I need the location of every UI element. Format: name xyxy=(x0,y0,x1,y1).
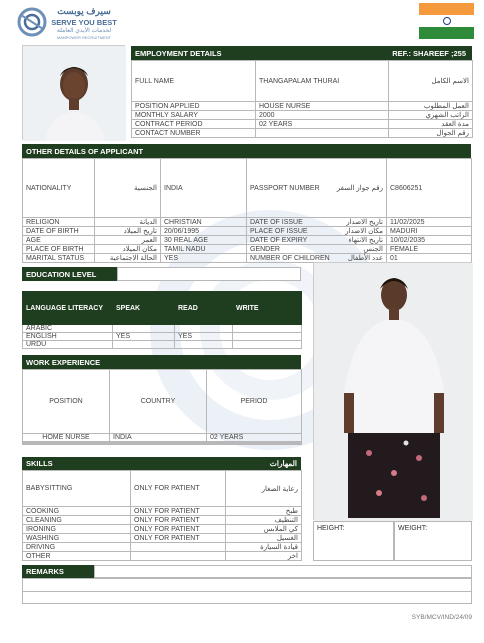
other-details-row xyxy=(23,236,472,245)
employment-row xyxy=(132,129,473,138)
skill-label-ar: التنظيف xyxy=(226,516,302,525)
skills-title-ar: المهارات xyxy=(269,459,297,468)
detail-label-ar: الجنس xyxy=(309,245,387,254)
other-details-row xyxy=(23,218,472,227)
employment-value: THANGAPALAM THURAI xyxy=(256,61,389,102)
detail-value: 01 xyxy=(387,254,472,263)
brand-tagline: MANPOWER RECRUITMENT xyxy=(56,35,112,40)
employment-row xyxy=(132,111,473,120)
detail-label-ar: مكان الاصدار xyxy=(309,227,387,236)
detail-value: MADURI xyxy=(387,227,472,236)
brand-logo xyxy=(17,5,117,43)
detail-label: DATE OF BIRTH xyxy=(23,227,95,236)
other-details-row xyxy=(23,227,472,236)
skills-header xyxy=(22,457,301,470)
employment-value: 02 YEARS xyxy=(256,120,389,129)
detail-label: NUMBER OF CHILDREN xyxy=(247,254,309,263)
language-column-header: WRITE xyxy=(233,292,302,325)
detail-label: GENDER xyxy=(247,245,309,254)
employment-label-ar: مدة العقد xyxy=(389,120,473,129)
language-row xyxy=(23,333,302,341)
detail-value: 30 REAL AGE xyxy=(161,236,247,245)
skill-value: ONLY FOR PATIENT xyxy=(131,471,226,507)
employment-label: POSITION APPLIED xyxy=(132,102,256,111)
work-header-row xyxy=(23,370,302,434)
brand-sub-ar: لخدمات الأيدي العاملة xyxy=(56,28,112,34)
skill-row xyxy=(23,525,302,534)
profile-photo xyxy=(22,45,125,140)
detail-label: DATE OF ISSUE xyxy=(247,218,309,227)
language-speak xyxy=(113,341,175,349)
detail-label-ar: مكان الميلاد xyxy=(95,245,161,254)
skill-label-ar: كي الملابس xyxy=(226,525,302,534)
skill-row xyxy=(23,516,302,525)
skill-label-ar: الغسيل xyxy=(226,534,302,543)
skill-label: BABYSITTING xyxy=(23,471,131,507)
detail-label: DATE OF EXPIRY xyxy=(247,236,309,245)
work-position: HOME NURSE xyxy=(23,434,110,442)
skill-row xyxy=(23,471,302,507)
detail-value: TAMIL NADU xyxy=(161,245,247,254)
work-row-empty xyxy=(23,444,302,445)
employment-value: 2000 xyxy=(256,111,389,120)
brand-name-en: SERVE YOU BEST xyxy=(51,18,117,27)
skill-row xyxy=(23,543,302,552)
language-column-header: READ xyxy=(175,292,233,325)
other-details-row xyxy=(23,159,472,218)
reference-number: REF.: SHAREEF ;255 xyxy=(392,48,466,58)
skills-title: SKILLS xyxy=(26,459,53,468)
detail-value: 20/06/1995 xyxy=(161,227,247,236)
work-column-header: COUNTRY xyxy=(110,370,207,434)
skill-label-ar: رعاية الصغار xyxy=(226,471,302,507)
language-read xyxy=(175,325,233,333)
skill-row xyxy=(23,507,302,516)
skill-label: DRIVING xyxy=(23,543,131,552)
language-name: ARABIC xyxy=(23,325,113,333)
language-row xyxy=(23,325,302,333)
remarks-title-fill xyxy=(94,565,472,578)
full-body-photo-image xyxy=(314,263,473,521)
language-header-row xyxy=(23,292,302,325)
detail-label: PLACE OF BIRTH xyxy=(23,245,95,254)
work-position xyxy=(23,444,110,445)
skill-label-ar: قيادة السيارة xyxy=(226,543,302,552)
education-value-box xyxy=(117,267,301,281)
flag-saffron-band xyxy=(419,3,474,15)
work-country xyxy=(110,444,207,445)
detail-value: 11/02/2025 xyxy=(387,218,472,227)
employment-label: FULL NAME xyxy=(132,61,256,102)
employment-title: EMPLOYMENT DETAILS xyxy=(135,48,222,58)
employment-row xyxy=(132,102,473,111)
language-read xyxy=(175,341,233,349)
detail-label: PASSPORT NUMBER xyxy=(247,159,309,218)
skill-value xyxy=(131,552,226,561)
work-column-header: POSITION xyxy=(23,370,110,434)
language-table xyxy=(22,291,302,349)
work-period xyxy=(207,444,302,445)
skill-value xyxy=(131,543,226,552)
skill-value: ONLY FOR PATIENT xyxy=(131,525,226,534)
language-write xyxy=(233,333,302,341)
skill-label-ar: طبخ xyxy=(226,507,302,516)
language-speak xyxy=(113,325,175,333)
india-flag xyxy=(419,3,474,39)
employment-label: CONTRACT PERIOD xyxy=(132,120,256,129)
employment-label: CONTACT NUMBER xyxy=(132,129,256,138)
skills-table xyxy=(22,470,302,561)
detail-label-ar: تاريخ الميلاد xyxy=(95,227,161,236)
other-details-header: OTHER DETAILS OF APPLICANT xyxy=(22,144,471,158)
skill-value: ONLY FOR PATIENT xyxy=(131,534,226,543)
profile-photo-image xyxy=(23,46,126,141)
employment-label-ar: الراتب الشهري xyxy=(389,111,473,120)
skill-label: WASHING xyxy=(23,534,131,543)
employment-row xyxy=(132,61,473,102)
language-name: URDU xyxy=(23,341,113,349)
height-field xyxy=(313,521,394,561)
detail-label-ar: الحالة الاجتماعية xyxy=(95,254,161,263)
education-header: EDUCATION LEVEL xyxy=(22,267,117,281)
skill-label: IRONING xyxy=(23,525,131,534)
employment-label-ar: العمل المطلوب xyxy=(389,102,473,111)
detail-value: CHRISTIAN xyxy=(161,218,247,227)
detail-label-ar: العمر xyxy=(95,236,161,245)
skill-value: ONLY FOR PATIENT xyxy=(131,516,226,525)
weight-field xyxy=(394,521,472,561)
work-period: 02 YEARS xyxy=(207,434,302,442)
detail-value: YES xyxy=(161,254,247,263)
detail-label-ar: الجنسية xyxy=(95,159,161,218)
language-write xyxy=(233,341,302,349)
work-row xyxy=(23,434,302,442)
full-body-photo xyxy=(313,262,472,520)
language-write xyxy=(233,325,302,333)
language-name: ENGLISH xyxy=(23,333,113,341)
employment-header xyxy=(131,46,472,60)
logo-icon xyxy=(17,5,47,39)
detail-value: INDIA xyxy=(161,159,247,218)
language-read: YES xyxy=(175,333,233,341)
detail-label: AGE xyxy=(23,236,95,245)
detail-label-ar: تاريخ الانتهاء xyxy=(309,236,387,245)
work-country: INDIA xyxy=(110,434,207,442)
detail-label: NATIONALITY xyxy=(23,159,95,218)
employment-label: MONTHLY SALARY xyxy=(132,111,256,120)
skill-row xyxy=(23,534,302,543)
employment-value xyxy=(256,129,389,138)
skill-label: OTHER xyxy=(23,552,131,561)
language-column-header: SPEAK xyxy=(113,292,175,325)
employment-label-ar: الاسم الكامل xyxy=(389,61,473,102)
language-row xyxy=(23,341,302,349)
skill-label: CLEANING xyxy=(23,516,131,525)
remarks-divider xyxy=(22,591,472,592)
detail-value: 10/02/2035 xyxy=(387,236,472,245)
other-details-row xyxy=(23,245,472,254)
language-column-header: LANGUAGE LITERACY xyxy=(23,292,113,325)
work-experience-header: WORK EXPERIENCE xyxy=(22,355,301,369)
employment-label-ar: رقم الجوال xyxy=(389,129,473,138)
detail-label: MARITAL STATUS xyxy=(23,254,95,263)
weight-label: WEIGHT: xyxy=(398,525,428,532)
other-details-table xyxy=(22,158,472,263)
employment-row xyxy=(132,120,473,129)
detail-label-ar: عدد الأطفال xyxy=(309,254,387,263)
skill-label: COOKING xyxy=(23,507,131,516)
employment-value: HOUSE NURSE xyxy=(256,102,389,111)
detail-label-ar: تاريخ الاصدار xyxy=(309,218,387,227)
detail-label-ar: الديانة xyxy=(95,218,161,227)
employment-table xyxy=(131,60,473,138)
detail-label-ar: رقم جواز السفر xyxy=(309,159,387,218)
detail-value: FEMALE xyxy=(387,245,472,254)
footer-code: SYB/MCV/IND/24/09 xyxy=(411,614,472,621)
skill-label-ar: اخر xyxy=(226,552,302,561)
detail-label: RELIGION xyxy=(23,218,95,227)
skill-row xyxy=(23,552,302,561)
language-speak: YES xyxy=(113,333,175,341)
height-label: HEIGHT: xyxy=(317,525,345,532)
brand-name-ar: سيرف يوبست xyxy=(57,6,111,16)
remarks-header: REMARKS xyxy=(22,565,94,578)
flag-chakra-icon xyxy=(443,17,451,25)
flag-green-band xyxy=(419,27,474,39)
skill-value: ONLY FOR PATIENT xyxy=(131,507,226,516)
detail-label: PLACE OF ISSUE xyxy=(247,227,309,236)
work-column-header: PERIOD xyxy=(207,370,302,434)
work-experience-table xyxy=(22,369,302,445)
detail-value: C8606251 xyxy=(387,159,472,218)
